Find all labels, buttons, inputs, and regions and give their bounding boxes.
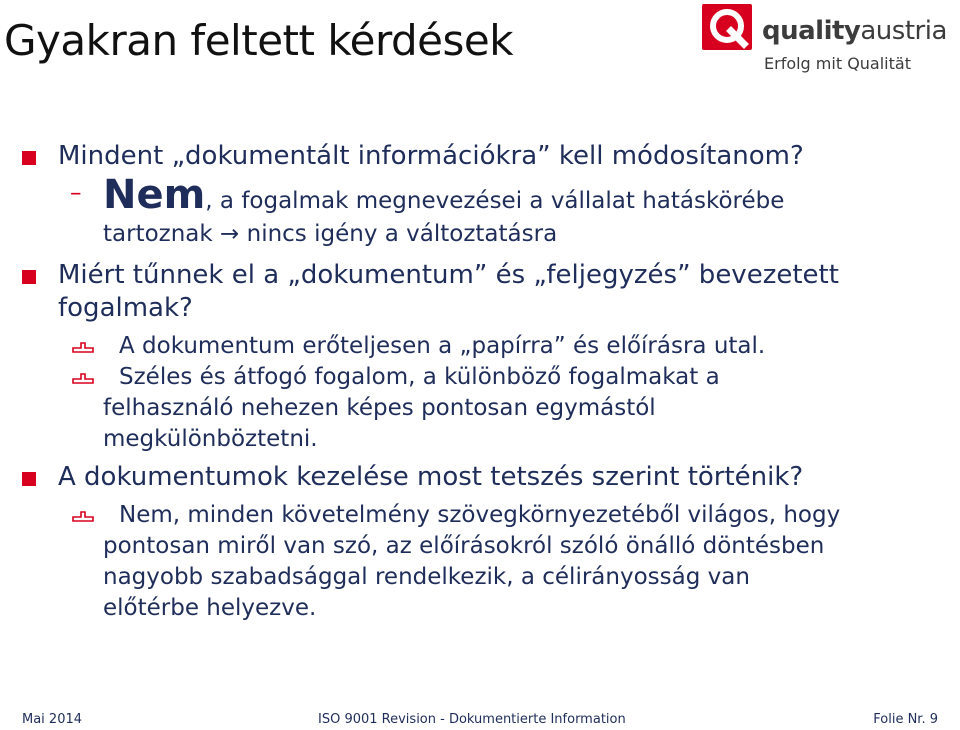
bullet-3-sub-1: Nem, minden követelmény szövegkörnyezetéből világos, hogy pontosan miről van szó, az előírásokról szóló önálló döntésben nagyobb szabadsággal rendelkezik, a célirányosság van előtérbe helyezve. (0, 500, 933, 624)
bullet-3: A dokumentumok kezelése most tetszés szerint történik? (0, 461, 938, 494)
logo-tagline: Erfolg mit Qualität (764, 54, 911, 73)
pointing-hand-icon (71, 508, 97, 524)
red-square-bullet-icon (22, 151, 36, 165)
bullet-2-sub-2: Széles és átfogó fogalom, a különböző fogalmakat a felhasználó nehezen képes pontosan egymástól megkülönböztetni. (0, 362, 933, 455)
bullet-1-sub-1: – Nem, a fogalmak megnevezései a vállalat hatáskörébe tartoznak → nincs igény a változtatásra (70, 172, 785, 247)
bullet-2: Miért tűnnek el a „dokumentum” és „feljegyzés” bevezetett fogalmak? (0, 259, 938, 325)
red-square-bullet-icon (22, 472, 36, 486)
logo-q-mark-icon (702, 4, 752, 50)
bullet-1 (0, 140, 938, 173)
quality-austria-logo (702, 4, 960, 76)
red-square-bullet-icon (22, 270, 36, 284)
bullet-1-text: Mindent „dokumentált információkra” kell módosítanom? (58, 141, 804, 171)
slide-title: Gyakran feltett kérdések (4, 16, 514, 65)
footer-date: Mai 2014 (22, 712, 83, 727)
dash-bullet-icon: – (70, 180, 82, 206)
footer-slide-number: Folie Nr. 9 (873, 712, 938, 727)
bullet-2-sub-1: A dokumentum erőteljesen a „papírra” és előírásra utal. (0, 331, 933, 362)
emphasis-nem: Nem (103, 172, 206, 218)
footer-presentation-title: ISO 9001 Revision - Dokumentierte Information (318, 712, 626, 727)
pointing-hand-icon (71, 339, 97, 355)
slide-content (0, 140, 960, 624)
pointing-hand-icon (71, 370, 97, 386)
logo-wordmark: qualityaustria (762, 16, 947, 46)
